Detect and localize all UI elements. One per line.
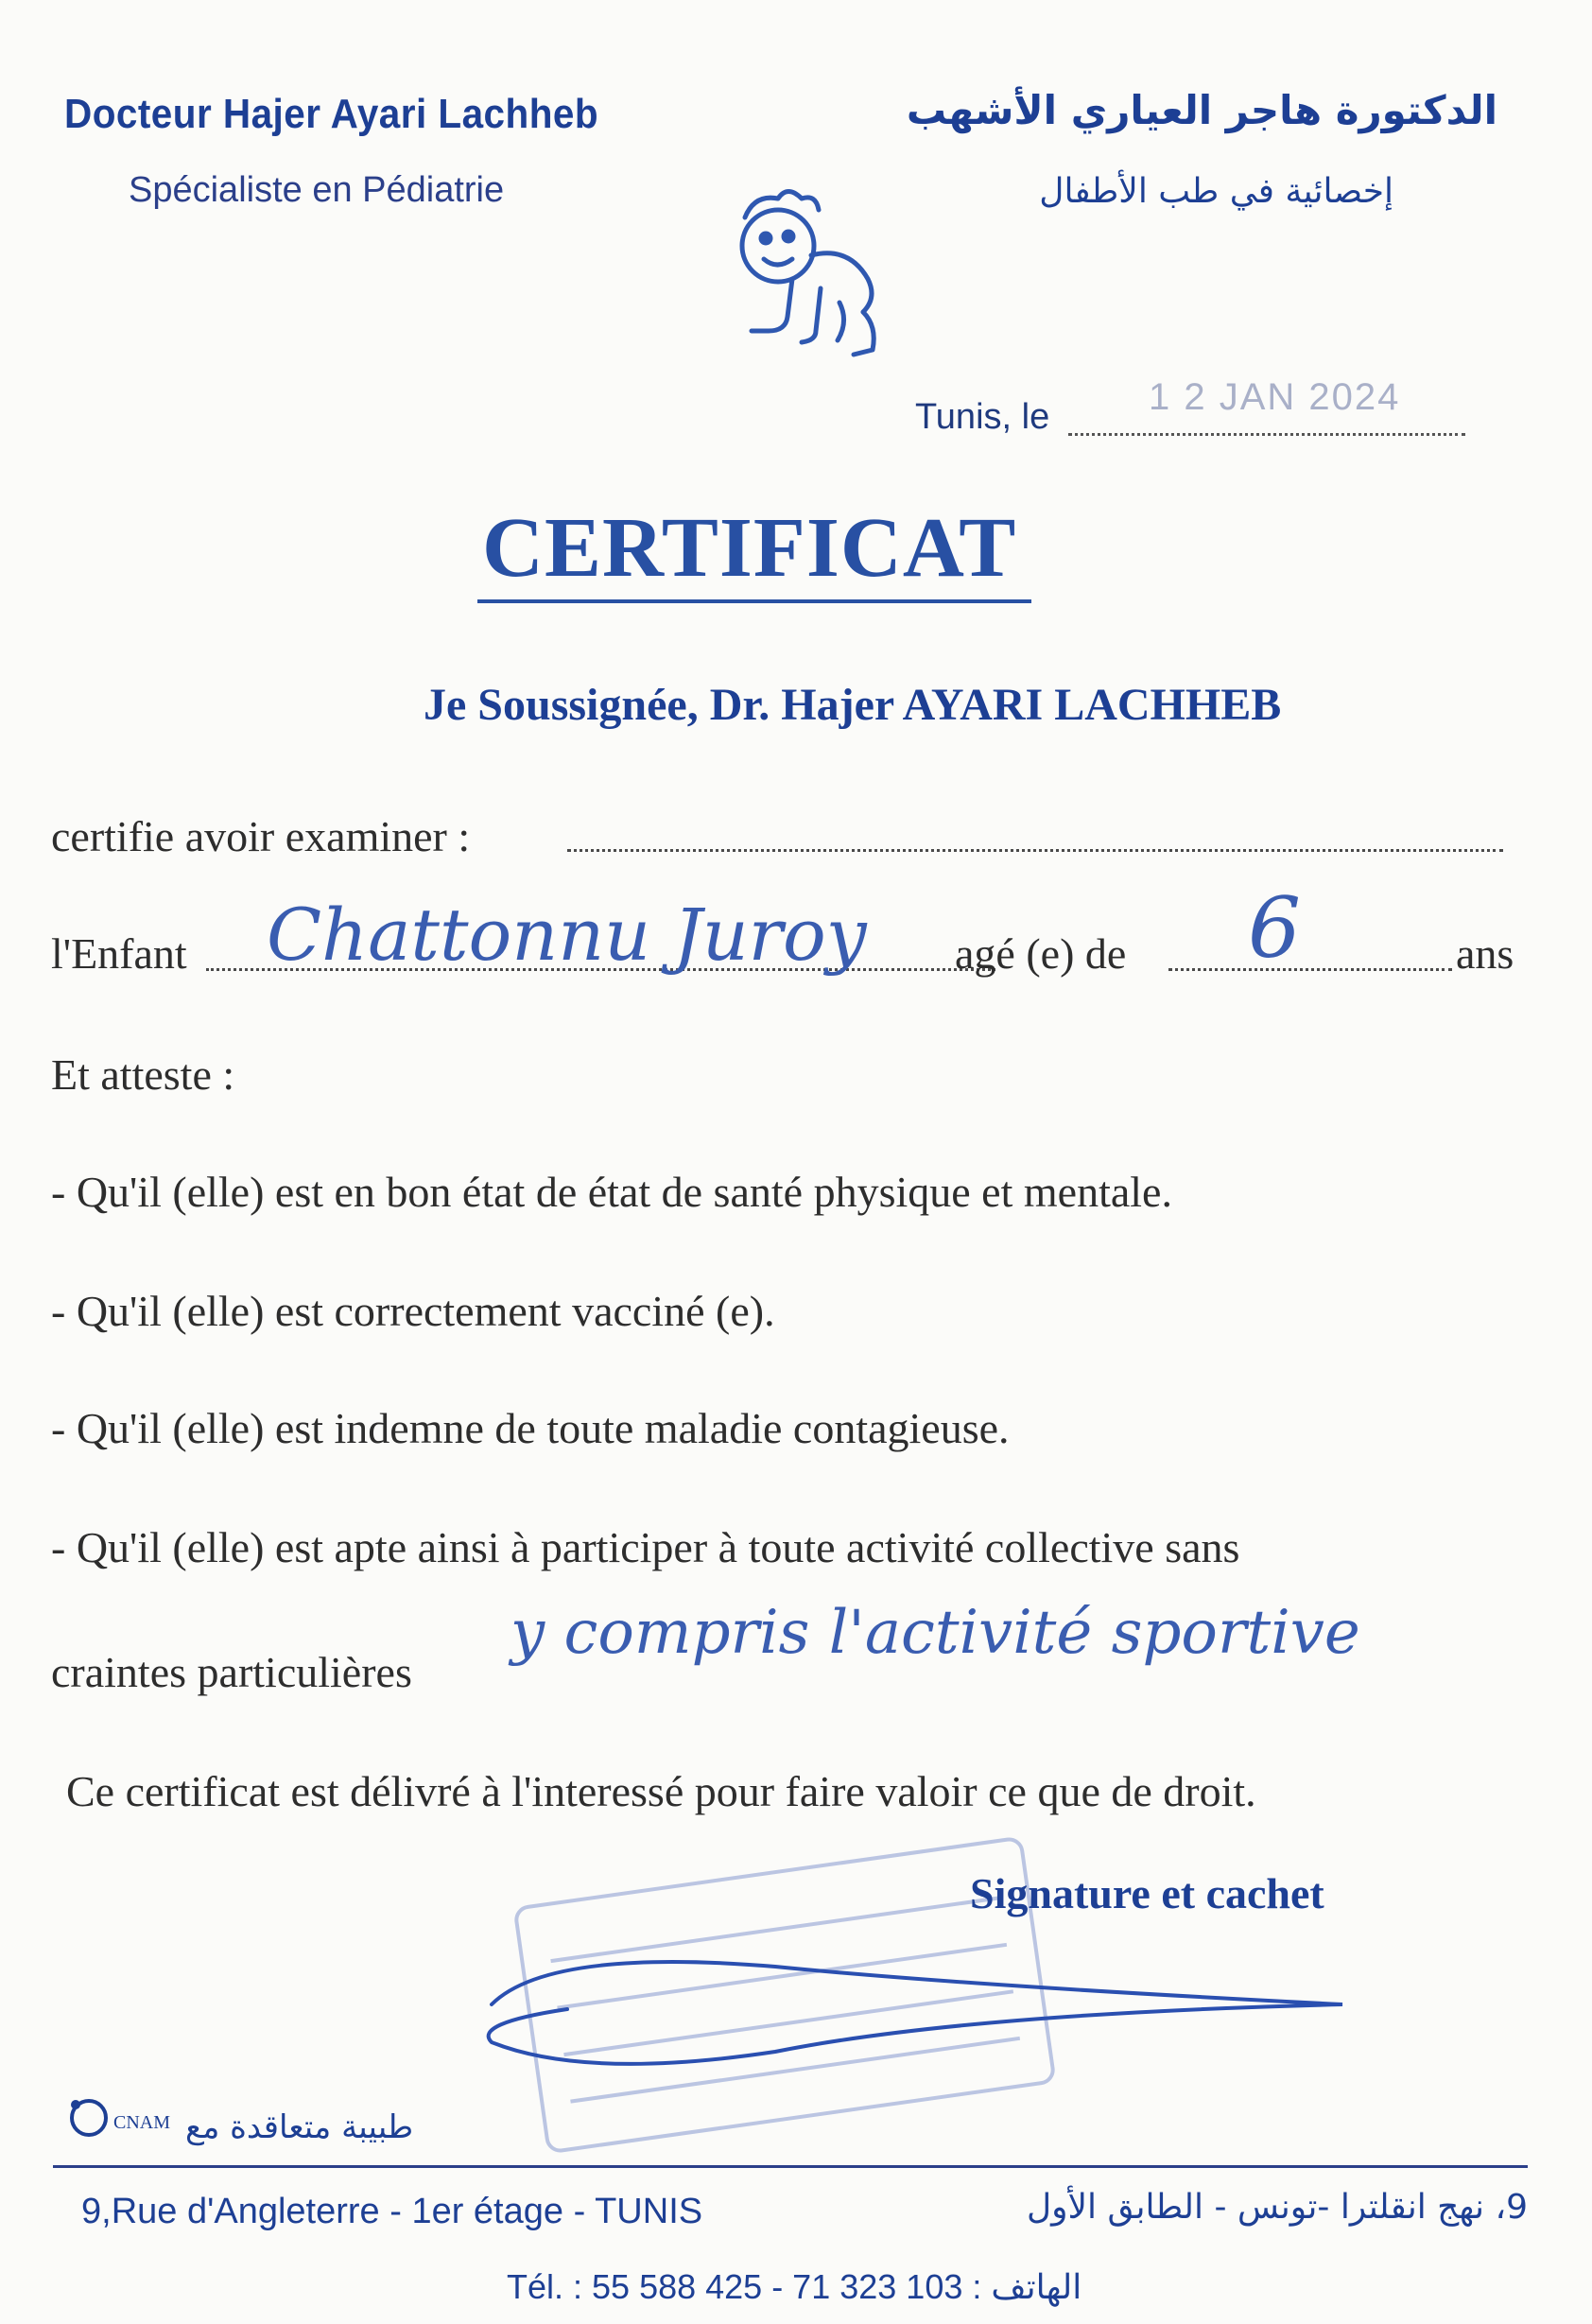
age-label: agé (e) de bbox=[955, 929, 1127, 978]
specialty-fr: Spécialiste en Pédiatrie bbox=[129, 170, 505, 210]
attests-heading: Et atteste : bbox=[51, 1050, 235, 1099]
age-handwritten: 6 bbox=[1248, 879, 1301, 977]
child-label: l'Enfant bbox=[51, 929, 187, 978]
child-name-handwritten: Chattonnu Juroy bbox=[267, 893, 867, 977]
attest-item: - Qu'il (elle) est en bon état de état de santé physique et mentale. bbox=[51, 1168, 1172, 1216]
cnam-logo-text: CNAM bbox=[113, 2112, 171, 2133]
specialty-ar: إخصائية في طب الأطفال bbox=[1039, 172, 1393, 211]
age-unit: ans bbox=[1456, 929, 1514, 978]
examine-dotted-line bbox=[567, 849, 1503, 852]
cnam-logo-icon bbox=[66, 2095, 112, 2141]
date-stamp: 1 2 JAN 2024 bbox=[1149, 376, 1401, 418]
attest-item: - Qu'il (elle) est correctement vacciné (e). bbox=[51, 1287, 775, 1335]
address-fr: 9,Rue d'Angleterre - 1er étage - TUNIS bbox=[81, 2192, 703, 2231]
telephone: Tél. : 55 588 425 - 71 323 103 : الهاتف bbox=[507, 2267, 1082, 2306]
address-ar: 9، نهج انقلترا -تونس - الطابق الأول bbox=[1026, 2188, 1528, 2227]
cnam-affiliation: طبيبة متعاقدة مع bbox=[185, 2108, 414, 2146]
attest-continuation: craintes particulières bbox=[51, 1648, 412, 1696]
examine-label: certifie avoir examiner : bbox=[51, 812, 471, 860]
baby-logo-icon bbox=[726, 180, 915, 369]
closing-statement: Ce certificat est délivré à l'interessé pour faire valoir ce que de droit. bbox=[66, 1767, 1256, 1815]
age-dotted-line bbox=[1168, 968, 1452, 971]
page-title: CERTIFICAT bbox=[482, 501, 1017, 595]
date-dotted-line bbox=[1068, 433, 1465, 436]
handwritten-addition: y compris l'activité sportive bbox=[510, 1598, 1360, 1668]
footer-rule bbox=[53, 2165, 1528, 2168]
title-underline bbox=[477, 599, 1031, 603]
doctor-name-ar: الدكتورة هاجر العياري الأشهب bbox=[906, 87, 1497, 133]
attest-item: - Qu'il (elle) est apte ainsi à participer à toute activité collective sans bbox=[51, 1523, 1240, 1571]
intro-line: Je Soussignée, Dr. Hajer AYARI LACHHEB bbox=[424, 680, 1282, 730]
doctor-name-fr: Docteur Hajer Ayari Lachheb bbox=[64, 91, 599, 137]
date-label: Tunis, le bbox=[915, 397, 1050, 437]
signature-scribble-icon bbox=[482, 1938, 1390, 2071]
signature-label: Signature et cachet bbox=[970, 1869, 1324, 1917]
attest-item: - Qu'il (elle) est indemne de toute maladie contagieuse. bbox=[51, 1404, 1010, 1452]
